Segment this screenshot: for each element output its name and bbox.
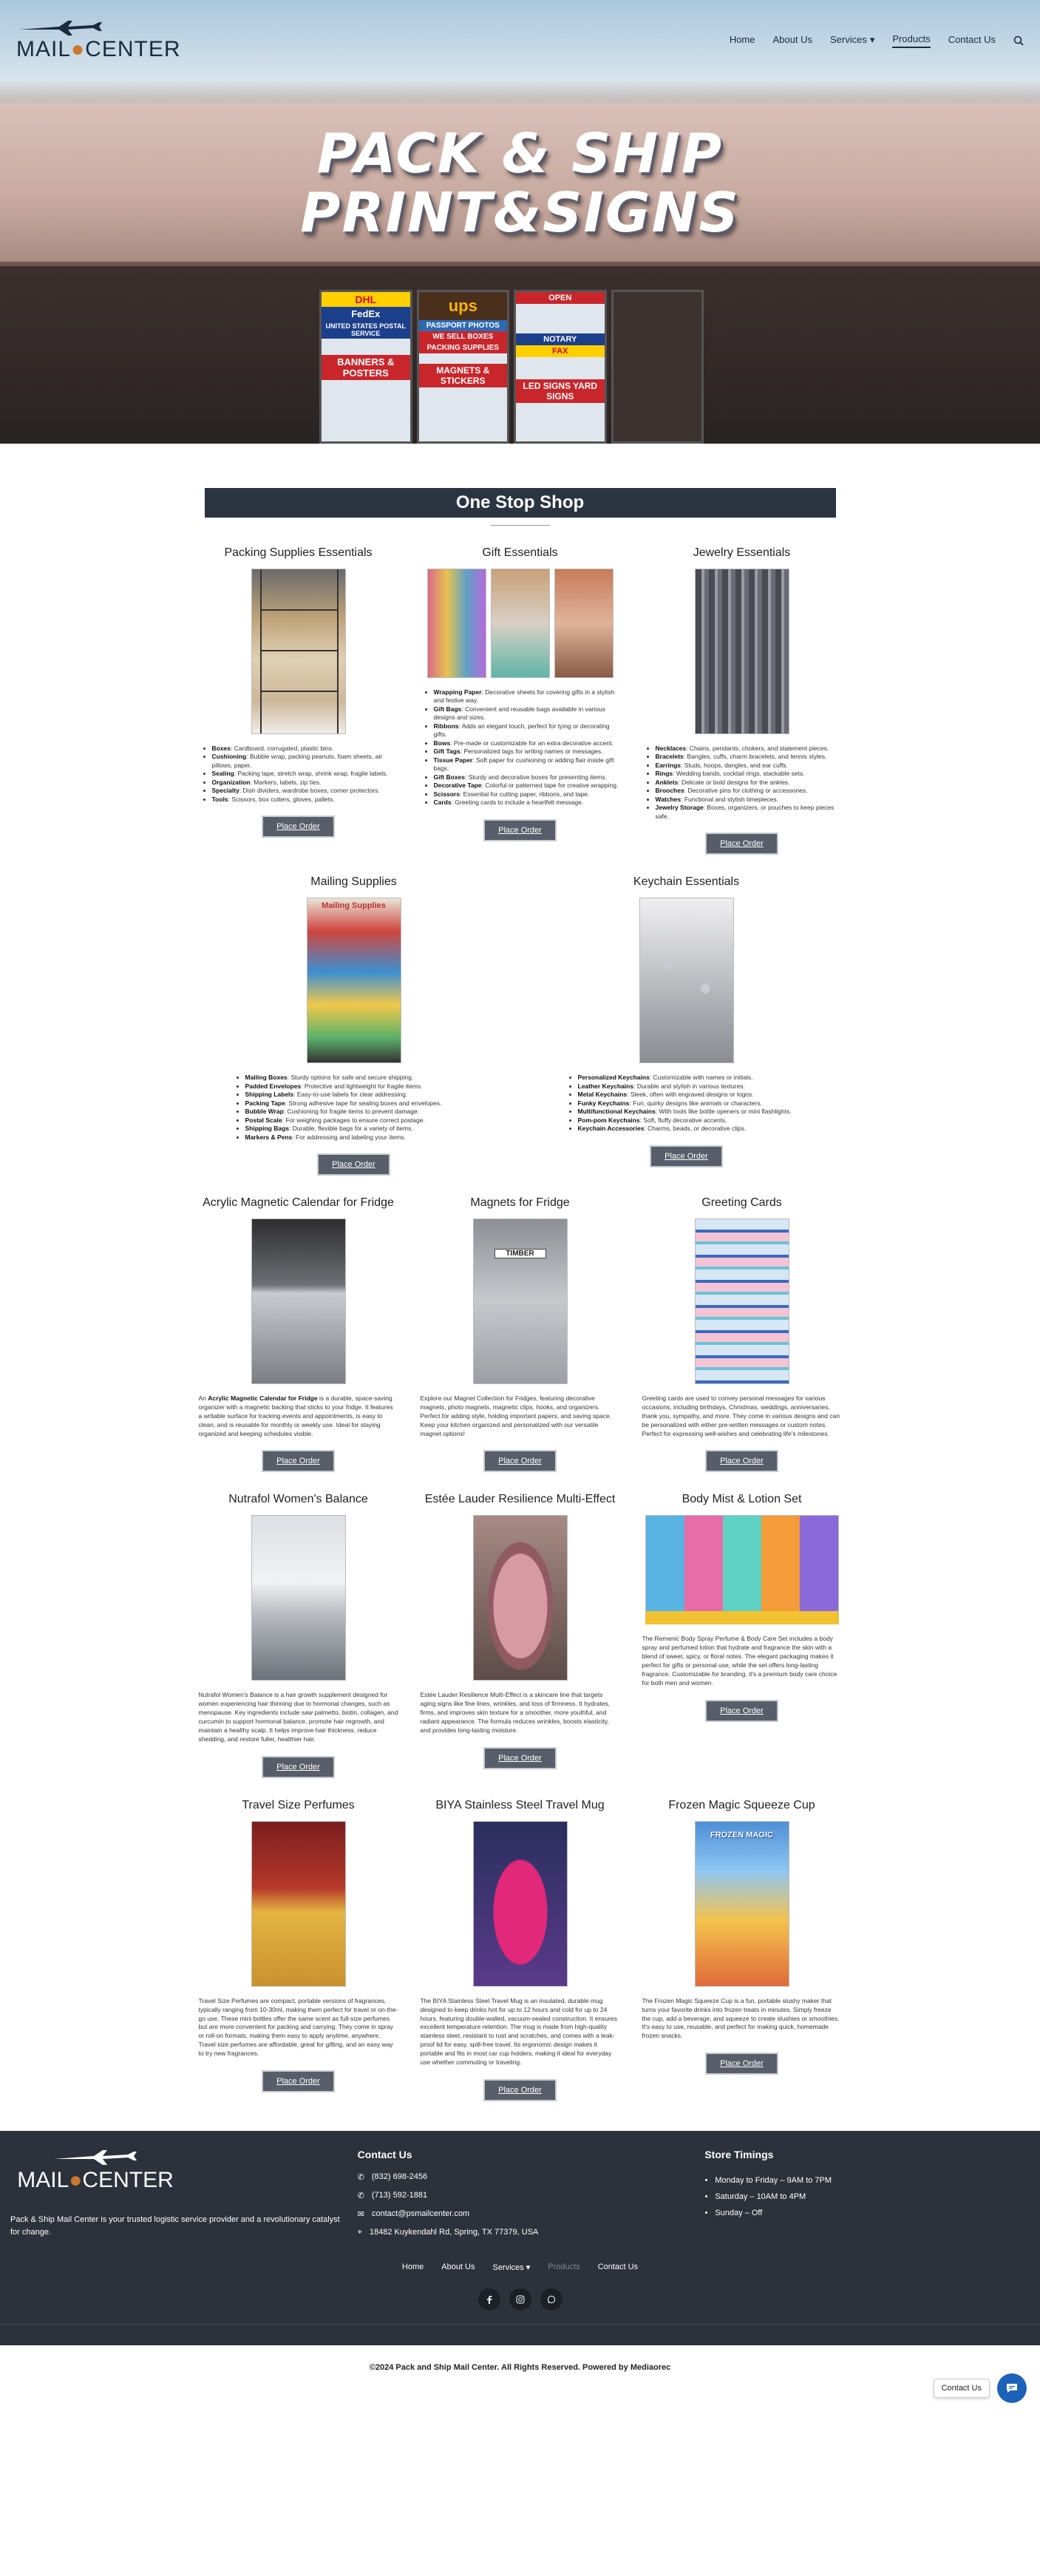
feature-key: Sealing	[211, 770, 234, 778]
product-card-bodymist	[642, 1493, 842, 1777]
product-card-packing	[199, 546, 398, 855]
feature-key: Keychain Accessories	[577, 1125, 645, 1133]
feature-key: Mailing Boxes	[245, 1074, 288, 1082]
logo-word-mail: MAIL	[16, 37, 72, 61]
packing-supplies-photo	[251, 569, 346, 734]
feature-key: Cushioning	[211, 753, 247, 761]
feature-value: : Fun, quirky designs like animals or characters.	[629, 1099, 762, 1107]
feature-item	[434, 799, 620, 807]
feature-value: : Sturdy options for safe and secure shipping.	[287, 1074, 414, 1082]
feature-list	[565, 1074, 809, 1133]
feature-item	[434, 688, 620, 705]
window-sign: FedEx	[322, 307, 410, 321]
feature-key: Rings	[655, 770, 673, 778]
feature-key: Brooches	[655, 787, 684, 795]
product-description: The BIYA Stainless Steel Travel Mug is an insulated, durable mug designed to keep drinks hot for up to 12 hours and cold for up to 24 hours, featuring double-walled, vacuum-sealed construction. It ensures excellent temperature retention. The mug is made from high-quality stainless steel, resistant to rust and scratches, and comes with a leak-proof lid for easy, spill-free travel. Its ergonomic design makes it portable and fits in most car cup holders, making it ideal for everyday use whether commuting or traveling.	[420, 1996, 617, 2066]
gift-photo	[491, 569, 550, 678]
feature-value: : Protective and lightweight for fragile items.	[301, 1082, 423, 1090]
footer-divider	[0, 2324, 1040, 2325]
feature-item	[578, 1116, 809, 1125]
contact-phone-2[interactable]	[358, 2191, 705, 2200]
feature-key: Shipping Bags	[245, 1125, 289, 1133]
product-title: Magnets for Fridge	[470, 1196, 570, 1209]
product-title: Travel Size Perfumes	[242, 1798, 355, 1811]
feature-key: Earrings	[655, 761, 681, 769]
feature-value: : Adds an elegant touch, perfect for tying or decorating gifts.	[433, 722, 610, 739]
nav-about-us[interactable]: About Us	[772, 34, 812, 45]
window-sign: WE SELL BOXES	[419, 331, 508, 342]
place-order-button[interactable]: Place Order	[262, 2070, 335, 2092]
desc-text: An	[198, 1394, 208, 1402]
product-card-travel	[199, 1799, 398, 2101]
feature-list	[232, 1074, 476, 1142]
product-card-mug	[421, 1799, 620, 2101]
product-title: Acrylic Magnetic Calendar for Fridge	[203, 1196, 394, 1209]
product-row	[188, 1799, 853, 2101]
feature-value: : Markers, labels, zip ties.	[250, 778, 322, 786]
feature-key: Bubble Wrap	[245, 1108, 284, 1116]
feature-item	[212, 779, 398, 787]
hours-item: • Monday to Friday – 9AM to 7PM	[715, 2172, 1030, 2189]
feature-value: : Soft paper for cushioning or adding flair inside gift bags.	[433, 756, 614, 773]
feature-value: : Easy-to-use labels for clear addressing.	[293, 1091, 408, 1099]
calendar-photo	[251, 1218, 346, 1384]
feature-value: : Customizable with names or initials.	[649, 1074, 753, 1082]
feature-value: : With tools like bottle openers or mini flashlights.	[655, 1108, 792, 1116]
phone-icon: ✆	[357, 2172, 364, 2182]
feature-key: Gift Tags	[433, 748, 460, 756]
body-mist-photo	[645, 1515, 839, 1624]
logo-dot: ●	[71, 37, 86, 61]
feature-value: : Bubble wrap, packing peanuts, foam sheets, air pillows, paper.	[211, 753, 383, 769]
feature-key: Boxes	[211, 745, 231, 752]
feature-list	[199, 745, 398, 804]
product-title: Mailing Supplies	[310, 875, 397, 889]
magnets-photo	[473, 1218, 568, 1384]
feature-item	[245, 1125, 476, 1133]
feature-key: Scissors	[433, 790, 460, 798]
product-description: Travel Size Perfumes are compact, portable versions of fragrances, typically ranging from 10-30ml, making them perfect for travel or on-the-go use. These mini bottles offer the same scent as full-size perfumes but are more convenient for packing and carrying. They come in spray or roll-on formats, making them easy to apply anytime, anywhere. Travel size perfumes are affordable, great for gifting, and an easy way to try new fragrances.	[198, 1996, 398, 2058]
place-order-button[interactable]: Place Order	[705, 1700, 778, 1722]
feature-key: Leather Keychains	[577, 1082, 634, 1090]
title-divider	[491, 525, 550, 526]
place-order-button[interactable]: Place Order	[262, 1756, 335, 1778]
feature-value: : Essential for cutting paper, ribbons, and tape.	[459, 790, 590, 798]
feature-value: : Scissors, box cutters, gloves, pallets.	[228, 795, 335, 803]
logo-wordmark	[16, 37, 181, 62]
feature-key: Gift Boxes	[433, 773, 466, 781]
product-description: Nutrafol Women's Balance is a hair growth supplement designed for women experiencing hair thinning due to hormonal changes, such as menopause. Key ingredients include saw palmetto, biotin, collagen, and curcumin to support hormonal balance, promote hair regrowth, and maintain a healthy scalp. It helps improve hair thickness, reduce shedding, and restore fuller, healthier hair.	[198, 1691, 398, 1743]
feature-value: : Sturdy and decorative boxes for presenting items.	[465, 773, 607, 781]
store-sign-line1: PACK & SHIP	[316, 122, 724, 186]
feature-item	[578, 1108, 809, 1116]
hero-banner	[0, 0, 1040, 444]
footer-nav-home[interactable]: Home	[401, 2262, 424, 2271]
window-sign: NOTARY	[516, 333, 605, 345]
logo-dot: ●	[69, 2167, 83, 2192]
feature-item	[434, 739, 620, 748]
product-description: Explore our Magnet Collection for Fridges, featuring decorative magnets, photo magnets, magnetic clips, hooks, and organizers. Perfect for adding style, holding important papers, and saving space. Keep your kitchen organized and personalized with our versatile magnet options!	[420, 1394, 611, 1437]
feature-value: : Durable and stylish in various textures.	[633, 1082, 745, 1090]
store-sign-line2: PRINT&SIGNS	[300, 181, 740, 245]
feature-key: Multifunctional Keychains	[577, 1108, 656, 1116]
feature-item	[245, 1108, 476, 1116]
product-description: The Frozen Magic Squeeze Cup is a fun, portable slushy maker that turns your favorite drinks into frozen treats in minutes. Simply freeze the cup, add a beverage, and squeeze to create slushies or smoothies. It's easy to use, reusable, and perfect for making quick, homemade frozen snacks.	[642, 1996, 840, 2040]
product-title: Keychain Essentials	[633, 875, 740, 889]
nav-products[interactable]: Products	[892, 33, 930, 48]
hours-item: • Sunday – Off	[715, 2205, 1030, 2221]
product-description	[199, 1394, 398, 1438]
window-sign: OPEN	[516, 292, 605, 304]
feature-key: Tissue Paper	[433, 756, 473, 764]
product-description: Estée Lauder Resilience Multi-Effect is a skincare line that targets aging signs like fine lines, wrinkles, and loss of firmness. It hydrates, firms, and improves skin texture for a smoother, more youthful, and radiant appearance. The formula reduces wrinkles, boosts elasticity, and provides long-lasting moisture.	[420, 1691, 611, 1734]
product-row	[188, 875, 853, 1176]
feature-item	[245, 1116, 476, 1125]
product-row	[188, 1493, 853, 1777]
place-order-button[interactable]: Place Order	[483, 2079, 557, 2101]
social-links	[0, 2288, 1040, 2311]
address-text: 18482 Kuykendahl Rd, Spring, TX 77379, USA	[369, 2228, 539, 2237]
logo-word-center: CENTER	[85, 37, 181, 61]
feature-key: Anklets	[655, 778, 679, 786]
feature-value: : Convenient and reusable bags available in various designs and sizes.	[433, 705, 605, 722]
product-card-nutrafol	[199, 1493, 398, 1777]
product-title: Packing Supplies Essentials	[224, 546, 373, 559]
feature-key: Packing Tape	[245, 1099, 285, 1107]
site-logo[interactable]	[16, 19, 181, 62]
logo-word-mail: MAIL	[17, 2167, 69, 2192]
feature-key: Bows	[433, 739, 451, 747]
feature-value: : Studs, hoops, dangles, and ear cuffs.	[681, 761, 788, 769]
feature-value: : Durable, flexible bags for a variety of items.	[289, 1125, 413, 1133]
feature-item	[245, 1074, 476, 1082]
nav-home[interactable]: Home	[729, 34, 755, 45]
feature-item	[656, 779, 842, 787]
footer-navigation	[0, 2263, 1040, 2272]
product-row	[188, 546, 853, 855]
feature-value: : Functional and stylish timepieces.	[681, 795, 778, 803]
chevron-down-icon: ▾	[869, 33, 875, 45]
nav-contact-us[interactable]: Contact Us	[948, 34, 996, 45]
feature-item	[434, 748, 620, 756]
feature-value: : Strong adhesive tape for sealing boxes and envelopes.	[285, 1099, 442, 1107]
feature-key: Cards	[433, 799, 452, 807]
feature-key: Shipping Labels	[245, 1091, 294, 1099]
window-sign: DHL	[322, 292, 410, 307]
feature-item	[245, 1133, 476, 1142]
phone-text: (713) 592-1881	[371, 2191, 428, 2200]
logo-word-center: CENTER	[82, 2167, 174, 2192]
desc-text: is a durable, space-saving organizer with a magnetic backing that sticks to your fridge. It features a writable surface for tracking events and appointments, is easy to clean, and is reusable for monthly or weekly use. Ideal for staying organized and keeping schedules visible.	[198, 1394, 393, 1437]
travel-mug-photo	[473, 1821, 568, 1987]
feature-key: Bracelets	[655, 753, 684, 761]
nav-services[interactable]	[830, 34, 874, 48]
footer-nav-contact-us[interactable]: Contact Us	[597, 2262, 639, 2271]
product-card-estee	[421, 1493, 620, 1777]
gift-photo	[554, 569, 614, 678]
feature-value: : Packing tape, stretch wrap, shrink wrap, fragile labels.	[234, 770, 388, 778]
top-navigation	[0, 0, 1040, 81]
feature-item	[434, 790, 620, 799]
feature-value: : Soft, fluffy decorative accents.	[639, 1116, 727, 1124]
site-footer	[0, 2131, 1040, 2345]
feature-key: Ribbons	[433, 722, 459, 730]
feature-item	[245, 1091, 476, 1099]
phone-icon: ✆	[357, 2191, 364, 2200]
feature-value: : Wedding bands, cocktail rings, stackable sets.	[673, 770, 805, 778]
footer-contact-title: Contact Us	[357, 2148, 412, 2160]
airplane-icon	[51, 2149, 140, 2168]
window-pane	[319, 290, 412, 444]
feature-key: Wrapping Paper	[433, 688, 482, 696]
window-pane	[514, 290, 607, 444]
feature-value: : Boxes, organizers, or pouches to keep pieces safe.	[655, 804, 835, 820]
window-sign: ups	[419, 292, 508, 320]
feature-key: Necklaces	[655, 745, 687, 752]
instagram-icon[interactable]	[509, 2288, 531, 2311]
feature-key: Personalized Keychains	[577, 1074, 650, 1082]
chat-label[interactable]: Contact Us	[934, 2379, 990, 2398]
feature-key: Specialty	[211, 787, 239, 795]
footer-nav-services[interactable]	[492, 2263, 530, 2272]
feature-item	[212, 787, 398, 795]
feature-item	[656, 804, 842, 821]
feature-value: : Sleek, often with engraved designs or logos.	[627, 1091, 754, 1099]
chat-widget	[934, 2373, 1027, 2403]
travel-perfumes-photo	[251, 1821, 346, 1987]
squeeze-cup-photo	[695, 1821, 789, 1987]
footer-columns	[0, 2149, 1040, 2246]
window-pane	[417, 290, 510, 444]
product-description: The Remenic Body Spray Perfume & Body Care Set includes a body spray and perfumed lotion that hydrate and fragrance the skin with a blend of sweet, spicy, or floral notes. The elegant packaging makes it perfect for gifts or personal use, while the set offers long-lasting fragrance. Customizable for branding, it's a premium body care choice for both men and women.	[642, 1635, 837, 1687]
feature-item	[578, 1125, 809, 1133]
feature-value: : Cardboard, corrugated, plastic bins.	[231, 745, 334, 752]
product-title: BIYA Stainless Steel Travel Mug	[435, 1798, 605, 1811]
feature-item	[434, 782, 620, 790]
feature-value: : Dish dividers, wardrobe boxes, corner protectors.	[239, 787, 380, 795]
feature-value: : Greeting cards to include a heartfelt message.	[451, 799, 584, 807]
nav-services-label: Services	[829, 34, 867, 45]
place-order-button[interactable]: Place Order	[650, 1145, 723, 1167]
email-text: contact@psmailcenter.com	[371, 2209, 470, 2219]
mail-icon: ✉	[357, 2209, 364, 2219]
feature-item	[212, 796, 398, 804]
feature-value: : Colorful or patterned tape for creative wrapping.	[481, 782, 619, 790]
place-order-button[interactable]: Place Order	[262, 1450, 335, 1472]
feature-item	[656, 770, 842, 778]
footer-hours	[704, 2149, 1030, 2246]
window-sign: UNITED STATES POSTAL SERVICE	[322, 321, 410, 339]
product-grid	[188, 546, 853, 2101]
product-card-mailing	[199, 875, 509, 1176]
feature-item	[656, 745, 842, 753]
feature-item	[578, 1074, 809, 1082]
feature-key: Organization	[211, 778, 251, 786]
product-title: Greeting Cards	[701, 1196, 782, 1209]
contact-phone-1[interactable]	[358, 2172, 705, 2182]
place-order-button[interactable]: Place Order	[705, 1450, 778, 1472]
place-order-button[interactable]: Place Order	[262, 816, 335, 838]
product-card-keychain	[531, 875, 842, 1176]
logo-wordmark	[17, 2168, 174, 2193]
place-order-button[interactable]: Place Order	[705, 2053, 778, 2075]
squeeze-photo-label: FROZEN MAGIC	[710, 1830, 773, 1840]
feature-item	[434, 756, 620, 773]
chevron-down-icon: ▾	[526, 2263, 531, 2272]
footer-tagline: Pack & Ship Mail Center is your trusted logistic service provider and a revolutionary catalyst for change.	[10, 2214, 340, 2237]
footer-nav-about-us[interactable]: About Us	[441, 2262, 475, 2271]
search-icon[interactable]	[1013, 35, 1024, 46]
place-order-button[interactable]: Place Order	[483, 819, 557, 841]
feature-item	[245, 1099, 476, 1108]
feature-value: : Charms, beads, or decorative clips.	[644, 1125, 747, 1133]
feature-item	[212, 745, 398, 753]
feature-value: : For weighing packages to ensure correct postage.	[282, 1116, 425, 1124]
feature-item	[245, 1082, 476, 1091]
chat-button[interactable]	[997, 2373, 1027, 2403]
chat-bubble-icon	[1005, 2382, 1019, 2395]
airplane-icon	[16, 19, 105, 38]
feature-item	[578, 1082, 809, 1091]
window-sign: PASSPORT PHOTOS	[419, 320, 508, 331]
product-title: Frozen Magic Squeeze Cup	[668, 1798, 815, 1811]
nutrafol-photo	[251, 1515, 346, 1681]
place-order-button[interactable]: Place Order	[317, 1153, 390, 1176]
main-menu	[730, 33, 1024, 48]
feature-item	[656, 762, 842, 770]
feature-value: : Delicate or bold designs for the ankles.	[678, 778, 790, 786]
product-card-magnets	[421, 1196, 620, 1472]
mailing-photo-label: Mailing Supplies	[322, 901, 386, 911]
window-sign: FAX	[516, 345, 605, 357]
feature-item	[212, 753, 398, 770]
feature-item	[578, 1099, 809, 1108]
feature-item	[656, 787, 842, 795]
footer-nav-products[interactable]: Products	[548, 2262, 580, 2271]
product-card-squeeze	[642, 1799, 842, 2101]
feature-key: Jewelry Storage	[655, 804, 704, 812]
feature-value: : For addressing and labeling your items.	[292, 1133, 406, 1141]
whatsapp-icon[interactable]	[540, 2288, 563, 2311]
feature-key: Pom-pom Keychains	[577, 1116, 640, 1124]
feature-item	[656, 796, 842, 804]
feature-item	[212, 770, 398, 778]
product-card-gift	[421, 546, 620, 855]
location-pin-icon: ⌖	[357, 2227, 362, 2237]
feature-value: : Personalized tags for writing names or messages.	[460, 748, 603, 756]
window-pane	[611, 290, 704, 444]
contact-email[interactable]	[358, 2209, 705, 2219]
feature-value: : Decorative pins for clothing or accessories.	[684, 787, 808, 795]
product-title: Jewelry Essentials	[693, 546, 791, 559]
feature-key: Gift Bags	[433, 705, 462, 713]
hours-list	[704, 2172, 1030, 2221]
estee-lauder-photo	[473, 1515, 568, 1681]
keychain-photo	[639, 898, 734, 1063]
mailing-supplies-photo	[307, 898, 401, 1063]
place-order-button[interactable]: Place Order	[483, 1747, 557, 1769]
desc-bold: Acrylic Magnetic Calendar for Fridge	[208, 1394, 318, 1402]
storefront-windows	[319, 290, 704, 444]
footer-logo[interactable]	[18, 2149, 173, 2193]
feature-item	[434, 773, 620, 782]
product-row	[188, 1196, 853, 1472]
copyright-text: ©2024 Pack and Ship Mail Center. All Rights Reserved. Powered by Mediaorec	[369, 2362, 671, 2372]
jewelry-photo	[695, 569, 789, 734]
footer-nav-services-label: Services	[492, 2263, 524, 2272]
feature-value: : Decorative sheets for covering gifts in a stylish and festive way.	[433, 688, 615, 705]
place-order-button[interactable]: Place Order	[705, 833, 778, 855]
product-description: Greeting cards are used to convey personal messages for various occasions, including birthdays, Christmas, weddings, anniversaries, thank you, sympathy, and more. They come in various designs and can be personalized with either pre-written messages or custom notes. Perfect for expressing well-wishes and celebrating life's milestones.	[642, 1394, 840, 1437]
feature-key: Metal Keychains	[577, 1091, 628, 1099]
feature-key: Funky Keychains	[577, 1099, 630, 1107]
window-sign: BANNERS & POSTERS	[322, 355, 410, 380]
feature-item	[434, 722, 620, 739]
feature-key: Tools	[211, 795, 228, 803]
gift-photo	[427, 569, 486, 678]
hours-item: • Saturday – 10AM to 4PM	[715, 2189, 1030, 2205]
feature-value: : Bangles, cuffs, charm bracelets, and tennis styles.	[683, 753, 827, 761]
footer-contact	[358, 2149, 705, 2246]
window-sign: LED SIGNS YARD SIGNS	[516, 379, 605, 403]
product-card-calendar	[199, 1196, 398, 1472]
footer-brand	[10, 2149, 358, 2246]
greeting-cards-photo	[695, 1218, 789, 1384]
feature-key: Padded Envelopes	[245, 1082, 302, 1090]
product-title: Gift Essentials	[482, 546, 558, 559]
product-title: Body Mist & Lotion Set	[682, 1493, 802, 1506]
place-order-button[interactable]: Place Order	[483, 1450, 557, 1472]
product-card-jewelry	[642, 546, 842, 855]
feature-item	[656, 753, 842, 761]
feature-value: : Cushioning for fragile items to prevent damage.	[283, 1108, 420, 1116]
window-sign: PACKING SUPPLIES	[419, 342, 508, 353]
gift-photos	[427, 569, 614, 678]
magnets-photo-label: TIMBER	[494, 1249, 546, 1258]
feature-value: : Chains, pendants, chokers, and statement pieces.	[686, 745, 829, 752]
feature-key: Watches	[655, 795, 682, 803]
facebook-icon[interactable]	[478, 2288, 500, 2311]
shelf-illustration	[252, 569, 346, 734]
feature-key: Decorative Tape	[433, 782, 482, 790]
feature-item	[434, 705, 620, 722]
product-title: Estée Lauder Resilience Multi-Effect	[424, 1493, 616, 1506]
feature-list	[642, 745, 842, 821]
feature-list	[421, 688, 620, 807]
contact-address[interactable]	[358, 2228, 705, 2237]
window-sign: MAGNETS & STICKERS	[419, 364, 508, 387]
feature-key: Postal Scale	[245, 1116, 282, 1124]
feature-key: Markers & Pens	[245, 1133, 293, 1141]
product-card-greeting	[642, 1196, 842, 1472]
footer-hours-title: Store Timings	[704, 2148, 774, 2160]
feature-item	[578, 1091, 809, 1099]
phone-text: (832) 698-2456	[371, 2172, 428, 2182]
section-title: One Stop Shop	[205, 488, 836, 518]
feature-value: : Pre-made or customizable for an extra decorative accent.	[450, 739, 614, 747]
product-title: Nutrafol Women's Balance	[228, 1493, 368, 1506]
